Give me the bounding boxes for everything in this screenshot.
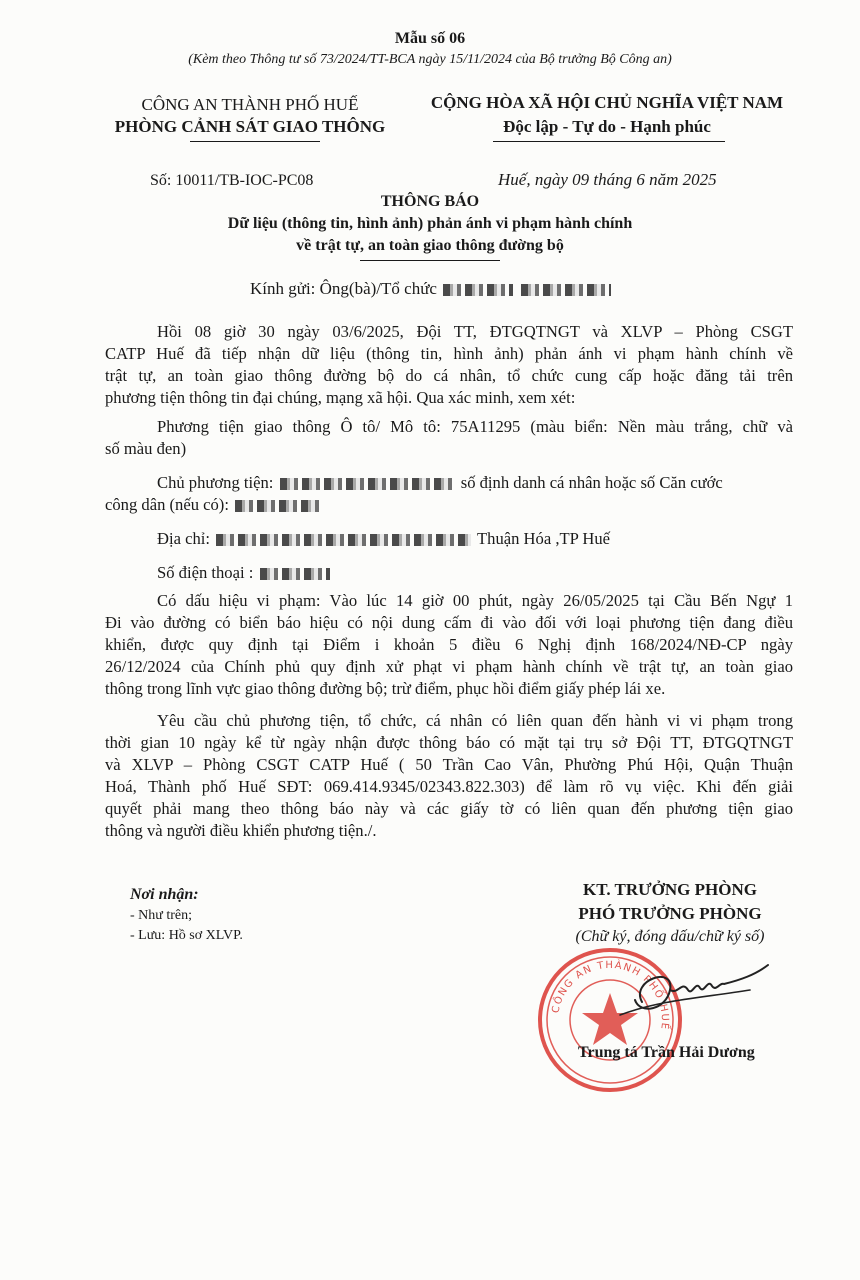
recipients-item: - Như trên; xyxy=(130,908,193,923)
nation-underline xyxy=(493,141,725,142)
redacted-citizen-id xyxy=(235,500,320,512)
redacted-recipient xyxy=(443,284,513,296)
violation-line: 26/12/2024 của Chính phủ quy định xử phạt vi phạm hành chính về trật tự, an toàn giao xyxy=(105,657,793,676)
citizen-id-label: công dân (nếu có): xyxy=(105,495,229,514)
address-label: Địa chỉ: xyxy=(157,529,210,548)
document-title: THÔNG BÁO xyxy=(380,193,480,210)
signer-name: Trung tá Trần Hải Dương xyxy=(578,1044,755,1061)
redacted-address xyxy=(216,534,471,546)
redacted-owner-name xyxy=(280,478,455,490)
recipients-label: Nơi nhận: xyxy=(130,886,199,903)
form-number: Mẫu số 06 xyxy=(394,30,466,47)
owner-paragraph xyxy=(105,472,793,516)
handwritten-signature xyxy=(600,960,770,1040)
owner-label: Chủ phương tiện: xyxy=(157,473,274,492)
redacted-phone xyxy=(260,568,330,580)
owner-line xyxy=(105,472,793,494)
intro-paragraph xyxy=(105,321,793,409)
request-line: thời gian 10 ngày kể từ ngày nhận được thông báo có mặt tại trụ sở Đội TT, ĐTGQTNGT xyxy=(105,733,793,752)
recipient-line xyxy=(250,279,613,299)
phone-label: Số điện thoại : xyxy=(157,563,254,582)
intro-line: CATP Huế đã tiếp nhận dữ liệu (thông tin, hình ảnh) phản ánh vi phạm hành chính về xyxy=(105,344,793,363)
nation-line1: CỘNG HÒA XÃ HỘI CHỦ NGHĨA VIỆT NAM xyxy=(430,93,784,112)
citizen-id-line xyxy=(105,494,793,516)
document-subtitle-line1: Dữ liệu (thông tin, hình ảnh) phản ánh vi phạm hành chính xyxy=(227,215,633,232)
place-date: Huế, ngày 09 tháng 6 năm 2025 xyxy=(498,170,717,189)
form-reference: (Kèm theo Thông tư số 73/2024/TT-BCA ngày 15/11/2024 của Bộ trưởng Bộ Công an) xyxy=(188,52,672,67)
owner-id-label: số định danh cá nhân hoặc số Căn cước xyxy=(460,473,723,492)
phone-paragraph xyxy=(105,562,793,584)
agency-line2: PHÒNG CẢNH SÁT GIAO THÔNG xyxy=(114,117,386,136)
request-line: Yêu cầu chủ phương tiện, tổ chức, cá nhân có liên quan đến hành vi vi phạm trong xyxy=(157,711,793,730)
request-line: thông và người điều khiển phương tiện./. xyxy=(105,821,377,840)
redacted-recipient xyxy=(521,284,611,296)
document-subtitle-line2: về trật tự, an toàn giao thông đường bộ xyxy=(296,237,564,254)
violation-line: Có dấu hiệu vi phạm: Vào lúc 14 giờ 00 phút, ngày 26/05/2025 tại Cầu Bến Ngự 1 xyxy=(157,591,793,610)
vehicle-line: số màu đen) xyxy=(105,439,187,458)
intro-line: Hồi 08 giờ 30 ngày 03/6/2025, Đội TT, ĐTGQTNGT và XLVP – Phòng CSGT xyxy=(157,322,793,341)
signature-note: (Chữ ký, đóng dấu/chữ ký số) xyxy=(575,928,765,945)
vehicle-line: Phương tiện giao thông Ô tô/ Mô tô: 75A11295 (màu biển: Nền màu trắng, chữ và xyxy=(157,417,793,436)
document-number: Số: 10011/TB-IOC-PC08 xyxy=(150,172,314,189)
request-line: Hoá, Thành phố Huế SĐT: 069.414.9345/02343.822.303) để làm rõ vụ việc. Khi đến giải xyxy=(105,777,793,796)
request-line: và XLVP – Phòng CSGT CATP Huế ( 50 Trần Cao Vân, Phường Phú Hội, Quận Thuận xyxy=(105,755,793,774)
violation-line: Đi vào đường có biển báo hiệu có nội dung cấm đi vào đối với loại phương tiện đang điều xyxy=(105,613,793,632)
agency-line1: CÔNG AN THÀNH PHỐ HUẾ xyxy=(141,95,359,114)
address-line xyxy=(105,528,793,550)
agency-underline xyxy=(190,141,320,142)
violation-line: thông trong lĩnh vực giao thông đường bộ; trừ điểm, phục hồi điểm giấy phép lái xe. xyxy=(105,679,666,698)
phone-line xyxy=(105,562,793,584)
request-line: quyết phải mang theo thông báo này và các giấy tờ có liên quan đến phương tiện giao xyxy=(105,799,793,818)
signature-line2: PHÓ TRƯỞNG PHÒNG xyxy=(578,904,762,923)
signature-line1: KT. TRƯỞNG PHÒNG xyxy=(583,880,757,899)
violation-line: khiển, được quy định tại Điểm i khoản 5 điều 6 Nghị định 168/2024/NĐ-CP ngày xyxy=(105,635,793,654)
nation-line2: Độc lập - Tự do - Hạnh phúc xyxy=(503,117,711,136)
title-underline xyxy=(360,260,500,261)
recipients-item: - Lưu: Hồ sơ XLVP. xyxy=(130,928,243,943)
seal-text: CÔNG AN THÀNH PHỐ HUẾ xyxy=(550,959,671,1032)
vehicle-paragraph xyxy=(105,416,793,460)
intro-line: trật tự, an toàn giao thông đường bộ do cá nhân, tổ chức cung cấp hoặc đăng tải trên xyxy=(105,366,793,385)
address-paragraph xyxy=(105,528,793,550)
address-tail: Thuận Hóa ,TP Huế xyxy=(477,529,611,548)
violation-paragraph xyxy=(105,590,793,700)
recipient-label: Kính gửi: Ông(bà)/Tổ chức xyxy=(250,279,437,298)
request-paragraph xyxy=(105,710,793,842)
intro-line: phương tiện thông tin đại chúng, mạng xã hội. Qua xác minh, xem xét: xyxy=(105,388,576,407)
